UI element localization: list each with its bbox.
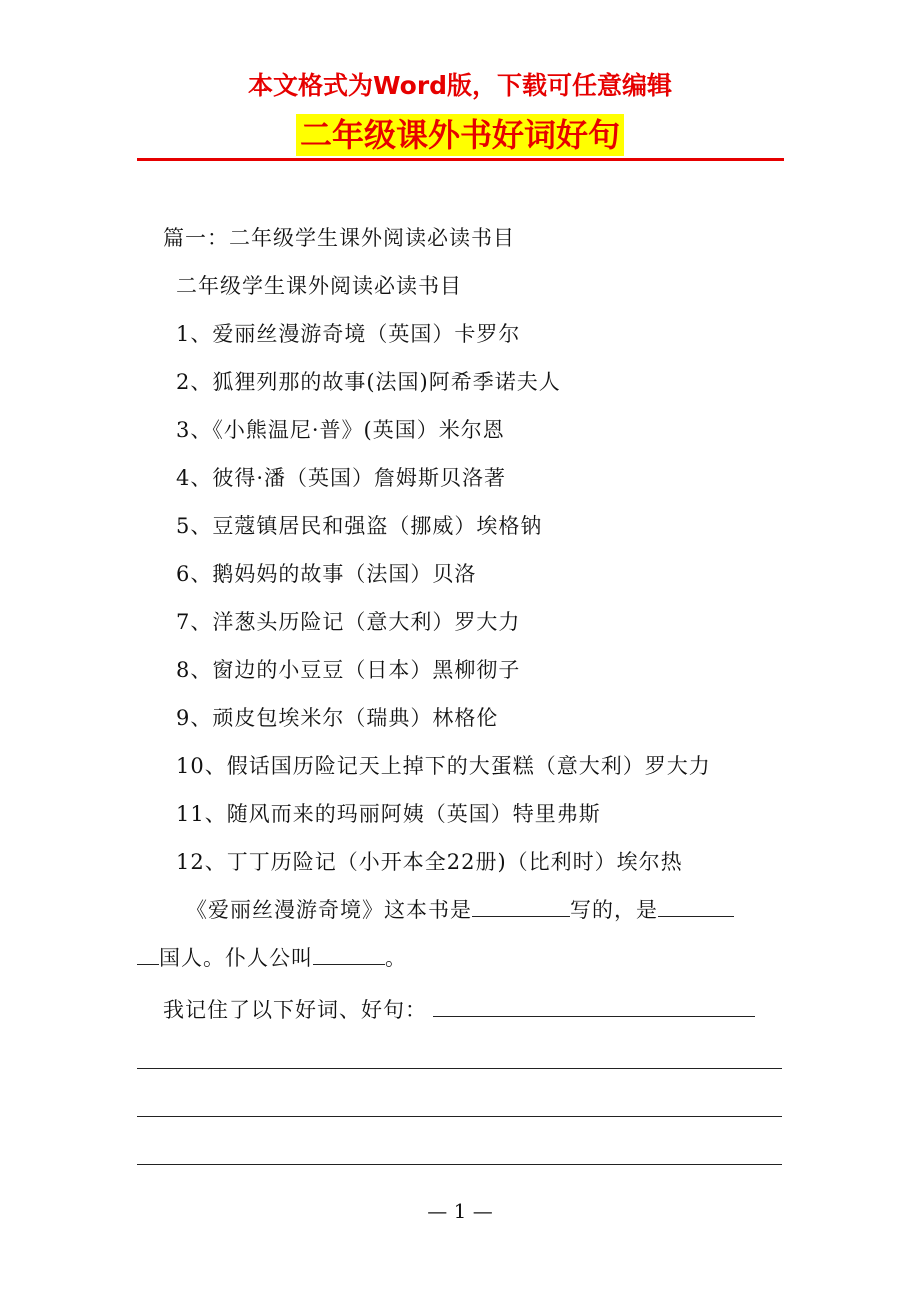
book-item: 4、彼得·潘（英国）詹姆斯贝洛著 — [176, 466, 507, 490]
memory-prompt-line — [163, 994, 755, 1026]
question-text-4: 。 — [385, 946, 407, 970]
page-number: — 1 — — [427, 1199, 493, 1223]
title-divider — [137, 158, 784, 161]
author-blank — [472, 894, 570, 917]
good-words-blank-line — [137, 1116, 782, 1117]
good-words-blank-line — [137, 1068, 782, 1069]
memory-prompt: 我记住了以下好词、好句： — [163, 998, 427, 1022]
book-item: 3、《小熊温尼·普》(英国）米尔恩 — [176, 418, 505, 442]
good-words-blank-line — [137, 1164, 782, 1165]
book-item: 11、随风而来的玛丽阿姨（英国）特里弗斯 — [176, 802, 601, 826]
title-container — [0, 114, 920, 156]
subheading: 二年级学生课外阅读必读书目 — [176, 274, 462, 298]
country-blank-continued — [137, 942, 159, 965]
question-text-3: 国人。仆人公叫 — [159, 946, 313, 970]
question-line-1 — [186, 894, 734, 926]
question-line-2 — [137, 942, 407, 974]
servant-name-blank — [313, 942, 385, 965]
question-text-2: 写的，是 — [570, 898, 658, 922]
book-item: 12、丁丁历险记（小开本全22册)（比利时）埃尔热 — [176, 850, 683, 874]
document-title: 二年级课外书好词好句 — [296, 114, 624, 156]
book-item: 6、鹅妈妈的故事（法国）贝洛 — [176, 562, 477, 586]
book-item: 5、豆蔻镇居民和强盗（挪威）埃格钠 — [176, 514, 543, 538]
section-heading: 篇一：二年级学生课外阅读必读书目 — [163, 226, 515, 250]
question-text-1: 《爱丽丝漫游奇境》这本书是 — [186, 898, 472, 922]
good-words-blank — [433, 994, 755, 1017]
book-item: 2、狐狸列那的故事(法国)阿希季诺夫人 — [176, 370, 561, 394]
book-item: 9、顽皮包埃米尔（瑞典）林格伦 — [176, 706, 499, 730]
book-item: 10、假话国历险记天上掉下的大蛋糕（意大利）罗大力 — [176, 754, 711, 778]
format-banner: 本文格式为Word版，下载可任意编辑 — [247, 71, 673, 100]
book-item: 8、窗边的小豆豆（日本）黑柳彻子 — [176, 658, 521, 682]
book-item: 1、爱丽丝漫游奇境（英国）卡罗尔 — [176, 322, 521, 346]
book-item: 7、洋葱头历险记（意大利）罗大力 — [176, 610, 521, 634]
country-blank — [658, 894, 734, 917]
